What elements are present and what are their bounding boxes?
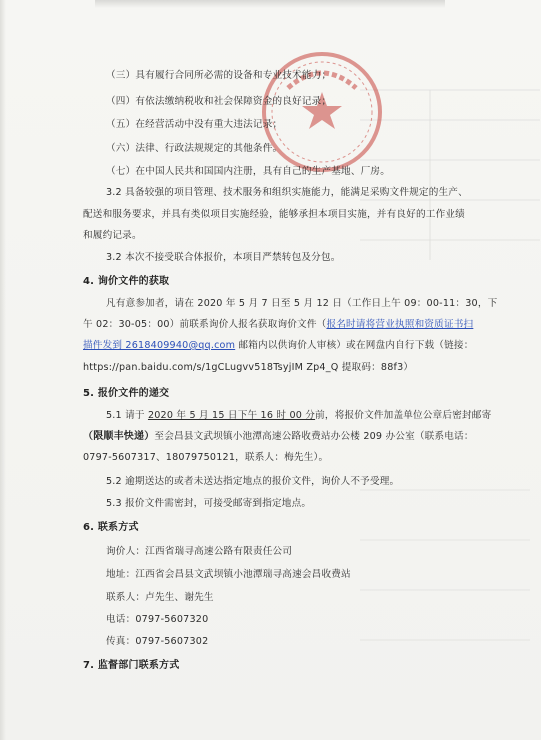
bleed-through-marks-lower	[360, 470, 530, 670]
clause-4: （四）有依法缴纳税收和社会保障资金的良好记录；	[106, 96, 332, 107]
section-4-line3	[83, 339, 474, 353]
clause-3: （三）具有履行合同所必需的设备和专业技术能力；	[106, 70, 332, 81]
express-note: （限顺丰快递）	[83, 431, 155, 442]
section-5-1-suffix: 前，将报价文件加盖单位公章后密封邮寄	[315, 410, 492, 421]
section-4-line2	[83, 318, 473, 332]
email-link[interactable]: 描件发到 2618409940@qq.com	[83, 340, 236, 351]
section-4-line3-text: 邮箱内以供询价人审核）或在网盘内自行下载（链接：	[235, 340, 474, 351]
clause-3-2-line1: 3.2 具备较强的项目管理、技术服务和组织实施能力，能满足采购文件规定的生产、	[106, 187, 468, 198]
section-4-heading: 4. 询价文件的获取	[83, 276, 170, 287]
section-5-1-address: 至会昌县文武坝镇小池潭高速公路收费站办公楼 209 办公室（联系电话：	[154, 431, 474, 442]
clause-6: （六）法律、行政法规规定的其他条件。	[106, 143, 283, 154]
section-5-1-line1	[106, 409, 491, 423]
section-5-1-line3: 0797-5607317、18079750121，联系人：梅先生）。	[83, 452, 329, 463]
contact-person-line: 联系人：卢先生、谢先生	[106, 592, 214, 603]
scan-shadow-left	[0, 0, 6, 740]
section-5-heading: 5. 报价文件的递交	[83, 388, 170, 399]
section-7-heading: 7. 监督部门联系方式	[83, 660, 180, 671]
phone-line: 电话：0797-5607320	[106, 614, 209, 625]
section-5-1-line2	[83, 430, 474, 444]
inquirer-line: 询价人：江西省瑞寻高速公路有限责任公司	[106, 546, 293, 557]
section-5-3: 5.3 报价文件需密封，可接受邮寄到指定地点。	[106, 498, 312, 509]
section-5-1-prefix: 5.1 请于	[106, 410, 148, 421]
section-6-heading: 6. 联系方式	[83, 522, 139, 533]
clause-3-2-line2: 配送和服务要求，并具有类似项目实施经验，能够承担本项目实施，并有良好的工作业绩	[83, 209, 465, 220]
scan-shadow-top	[95, 0, 445, 8]
submission-deadline: 2020 年 5 月 15 日下午 16 时 00 分	[147, 410, 316, 421]
clause-3-2-line3: 和履约记录。	[83, 230, 142, 241]
netdisk-link-line: https://pan.baidu.com/s/1gCLugvv518TsyjIM Zp4_Q 提取码：88f3）	[83, 362, 414, 373]
section-4-line1: 凡有意参加者，请在 2020 年 5 月 7 日至 5 月 12 日（工作日上午 09：00-11：30，下	[106, 298, 498, 309]
red-seal-stamp	[258, 48, 386, 176]
clause-5: （五）在经营活动中没有重大违法记录；	[106, 119, 283, 130]
clause-3-2-consortium: 3.2 本次不接受联合体报价，本项目严禁转包及分包。	[106, 252, 341, 263]
address-line: 地址：江西省会昌县文武坝镇小池潭瑞寻高速会昌收费站	[106, 569, 351, 580]
registration-note-link[interactable]: 报名时请将营业执照和资质证书扫	[326, 319, 474, 330]
clause-7: （七）在中国人民共和国国内注册，具有自己的生产基地、厂房。	[106, 166, 391, 177]
fax-line: 传真：0797-5607302	[106, 636, 209, 647]
section-4-line2-text: 午 02：30-05：00）前联系询价人报名获取询价文件（	[83, 319, 327, 330]
section-5-2: 5.2 逾期送达的或者未送达指定地点的报价文件，询价人不予受理。	[106, 476, 400, 487]
